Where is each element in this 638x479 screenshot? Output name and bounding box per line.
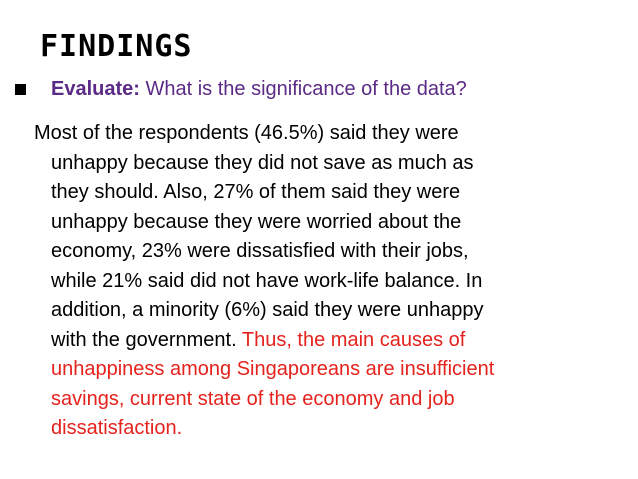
evaluate-question: What is the significance of the data? [145,78,467,100]
paragraph-line-2: unhappy because they did not save as much as [51,151,474,174]
paragraph-line-8 [34,326,624,356]
square-bullet-icon [15,84,26,95]
paragraph-line-4: unhappy because they were worried about the [51,210,462,233]
findings-paragraph [34,119,624,444]
slide-title: FINDINGS [40,29,193,64]
paragraph-line-5: economy, 23% were dissatisfied with their jobs, [51,240,469,262]
paragraph-line-1: Most of the respondents (46.5%) said they were [34,122,459,144]
conclusion-line-4: dissatisfaction. [51,417,183,439]
paragraph-line-6: while 21% said did not have work-life balance. In [51,269,483,292]
paragraph-line-3: they should. Also, 27% of them said they were [51,181,461,203]
conclusion-line-3: savings, current state of the economy and job [51,387,455,410]
conclusion-line-1: Thus, the main causes of [241,328,466,351]
paragraph-line-8-text: with the government. [51,328,242,351]
conclusion-line-2: unhappiness among Singaporeans are insufficient [51,358,495,380]
evaluate-bullet [12,74,467,104]
paragraph-line-7: addition, a minority (6%) said they were unhappy [51,299,484,321]
evaluate-bullet-text [51,76,467,102]
evaluate-label: Evaluate: [51,78,140,100]
